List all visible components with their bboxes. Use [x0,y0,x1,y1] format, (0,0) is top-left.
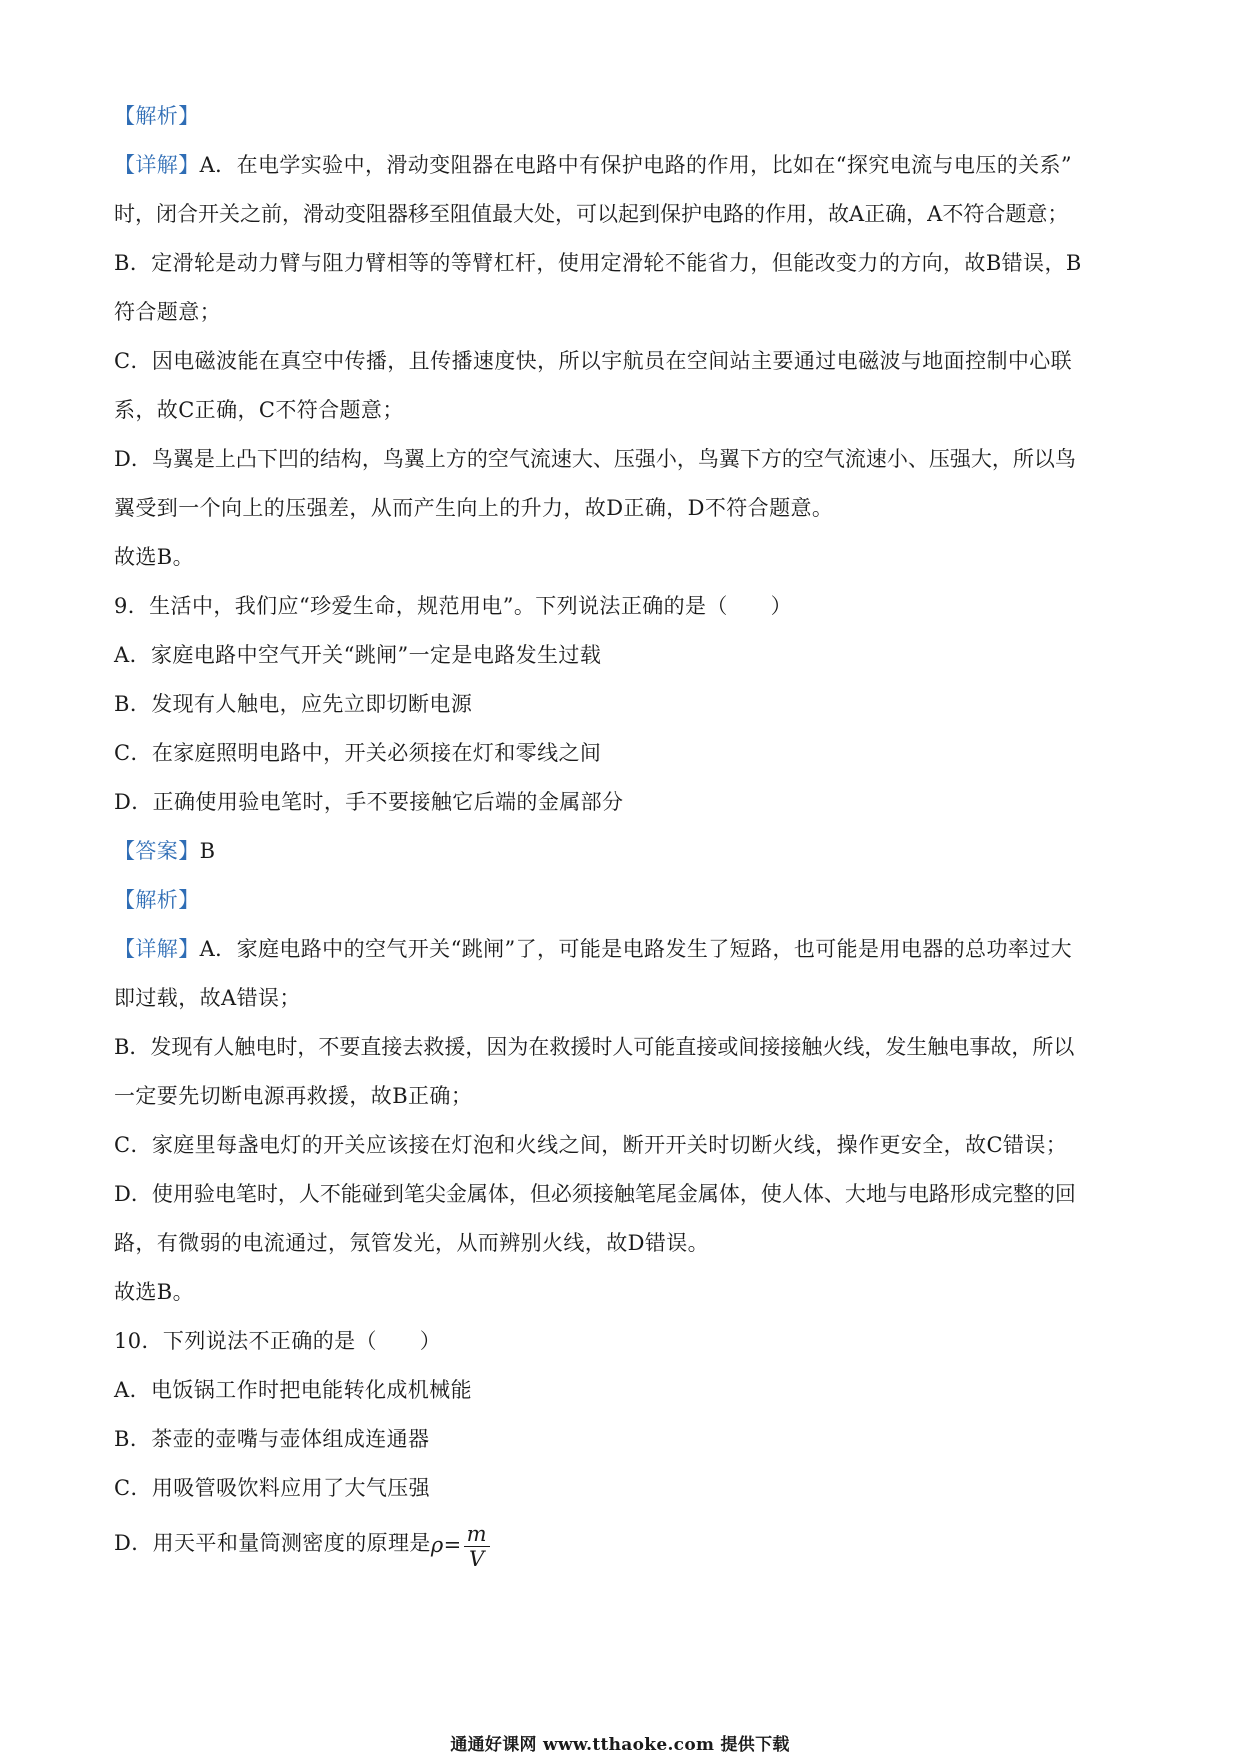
detail-line: 时，闭合开关之前，滑动变阻器移至阻值最大处，可以起到保护电路的作用，故A正确，A不符合题意； [114,202,1069,226]
detail-line: 符合题意； [114,300,221,324]
detail-text: A．在电学实验中，滑动变阻器在电路中有保护电路的作用，比如在“探究电流与电压的关系” [199,153,1073,177]
answer-value: B [199,839,216,863]
question-10-option-c: C．用吸管吸饮料应用了大气压强 [114,1476,431,1500]
detail-line: B．定滑轮是动力臂与阻力臂相等的等臂杠杆，使用定滑轮不能省力，但能改变力的方向，故B错误，B [114,251,1082,275]
question-9-option-a: A．家庭电路中空气开关“跳闸”一定是电路发生过载 [114,643,602,667]
detail-tag: 【详解】 [114,937,200,961]
detail-line: D．鸟翼是上凸下凹的结构，鸟翼上方的空气流速大、压强小，鸟翼下方的空气流速小、压强大，所以鸟 [114,447,1076,471]
density-formula [431,1515,490,1575]
question-9-option-b: B．发现有人触电，应先立即切断电源 [114,692,473,716]
formula-fraction [464,1522,490,1571]
analysis-heading: 【解析】 [114,104,200,128]
question-9-stem: 9．生活中，我们应“珍爱生命，规范用电”。下列说法正确的是（ ） [114,594,793,618]
detail-line [114,925,1124,974]
answer-tag: 【答案】 [114,839,200,863]
detail-line: C．家庭里每盏电灯的开关应该接在灯泡和火线之间，断开开关时切断火线，操作更安全，故C错误； [114,1133,1068,1157]
detail-line [114,141,1124,190]
detail-line: 系，故C正确，C不符合题意； [114,398,404,422]
detail-line: 即过载，故A错误； [114,986,301,1010]
document-body [114,92,1124,1573]
conclusion-line: 故选B。 [114,1280,195,1304]
detail-line: 一定要先切断电源再救援，故B正确； [114,1084,473,1108]
question-10-stem: 10．下列说法不正确的是（ ） [114,1329,442,1353]
answer-line [114,827,1124,876]
formula-rho: ρ= [430,1532,462,1557]
page-footer: 通通好课网 www.tthaoke.com 提供下载 [450,1735,790,1755]
detail-line: 翼受到一个向上的压强差，从而产生向上的升力，故D正确，D不符合题意。 [114,496,834,520]
detail-text: A．家庭电路中的空气开关“跳闸”了，可能是电路发生了短路，也可能是用电器的总功率过大 [199,937,1073,961]
formula-numerator: m [464,1522,490,1547]
question-9-option-d: D．正确使用验电笔时，手不要接触它后端的金属部分 [114,790,624,814]
detail-line: C．因电磁波能在真空中传播，且传播速度快，所以宇航员在空间站主要通过电磁波与地面控制中心联 [114,349,1073,373]
analysis-heading: 【解析】 [114,888,200,912]
formula-denominator: V [468,1546,485,1571]
question-9-option-c: C．在家庭照明电路中，开关必须接在灯和零线之间 [114,741,602,765]
detail-line: 路，有微弱的电流通过，氖管发光，从而辨别火线，故D错误。 [114,1231,710,1255]
question-10-option-b: B．茶壶的壶嘴与壶体组成连通器 [114,1427,430,1451]
detail-line: B．发现有人触电时，不要直接去救援，因为在救援时人可能直接或间接接触火线，发生触电事故，所以 [114,1035,1075,1059]
question-10-option-a: A．电饭锅工作时把电能转化成机械能 [114,1378,472,1402]
detail-tag: 【详解】 [114,153,200,177]
option-d-text: D．用天平和量筒测密度的原理是 [114,1531,431,1555]
question-10-option-d [114,1513,1124,1573]
detail-line: D．使用验电笔时，人不能碰到笔尖金属体，但必须接触笔尾金属体，使人体、大地与电路形成完整的回 [114,1182,1076,1206]
conclusion-line: 故选B。 [114,545,195,569]
